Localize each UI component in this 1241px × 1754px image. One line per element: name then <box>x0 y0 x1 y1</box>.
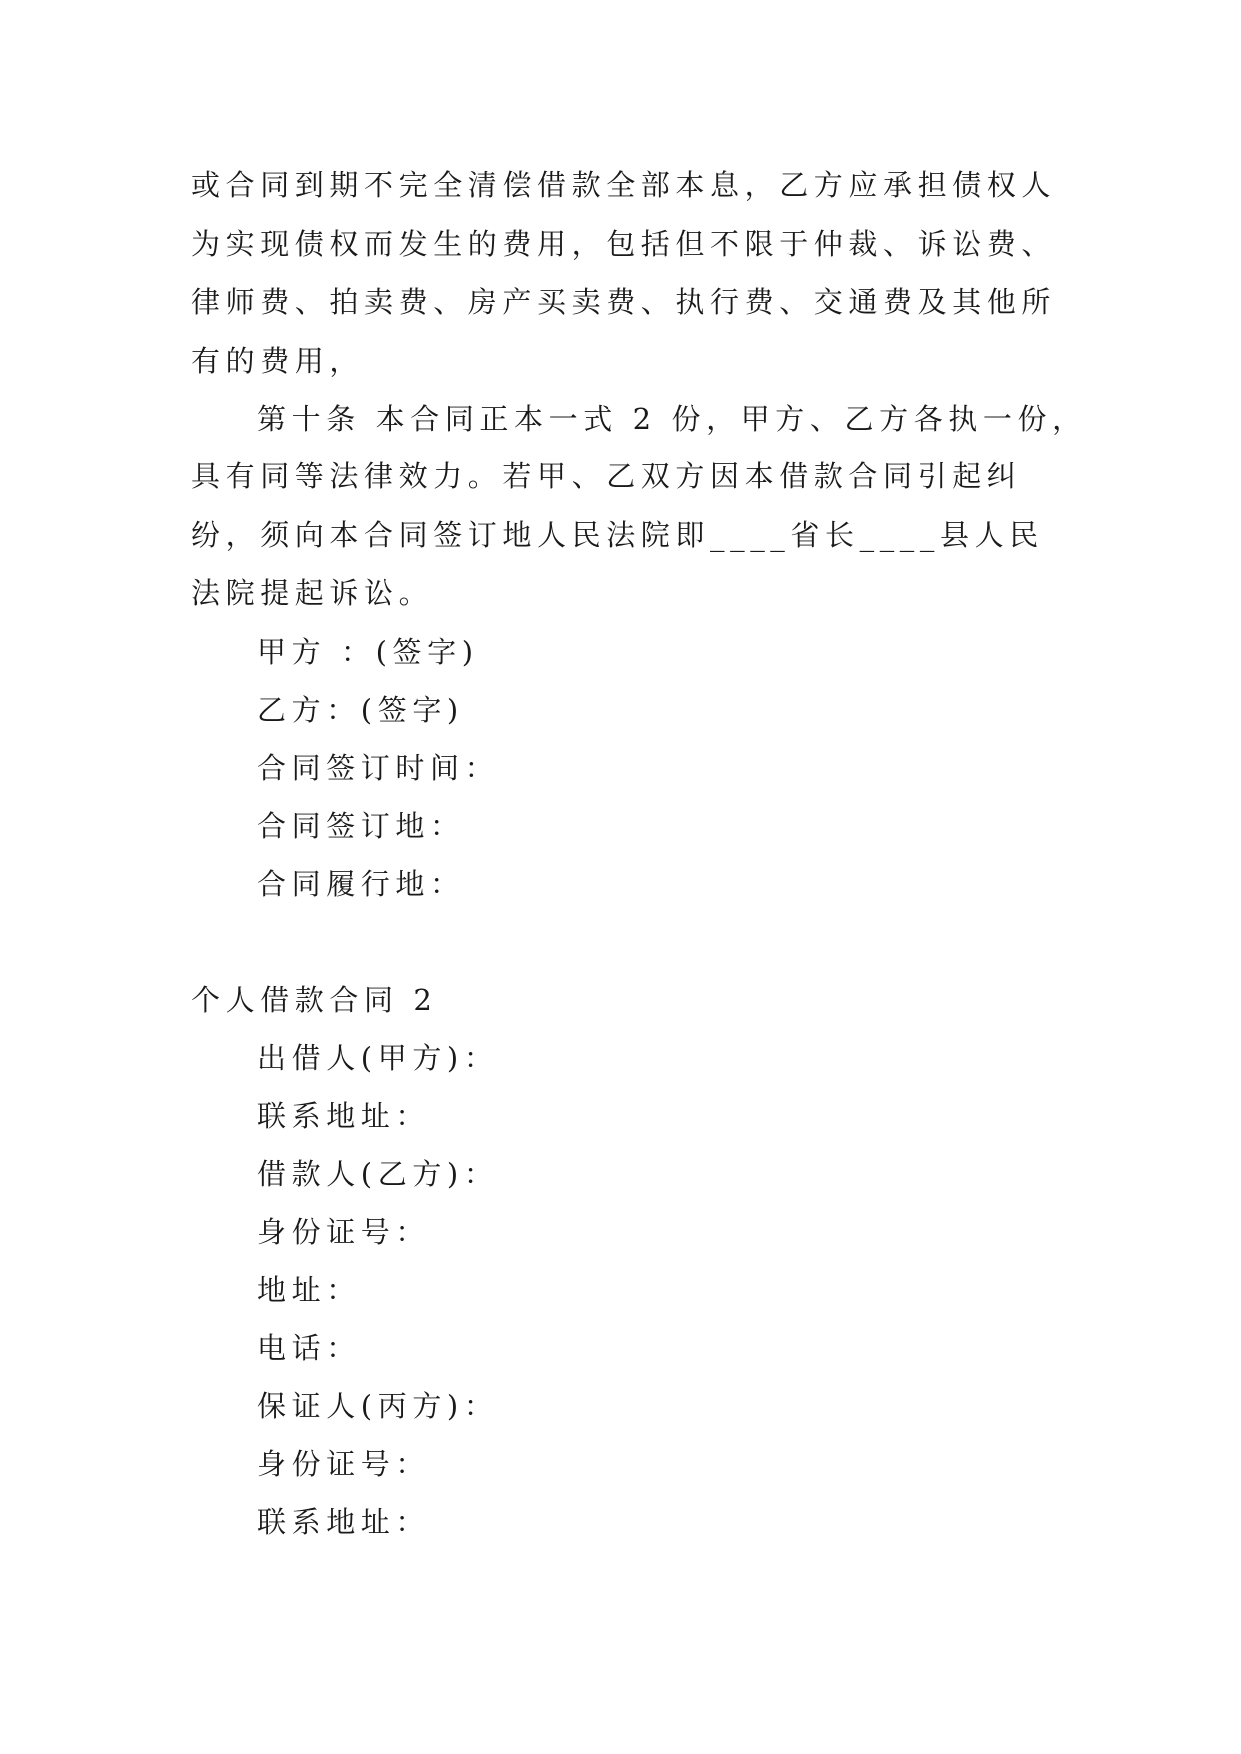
article-ten-first-line: 第十条 本合同正本一式 2 份，甲方、乙方各执一份， <box>257 402 1087 436</box>
party-b-signature: 乙方：(签字) <box>257 693 464 727</box>
paragraph-continuation: 或合同到期不完全清偿借款全部本息，乙方应承担债权人为实现债权而发生的费用，包括但不限于仲裁、诉讼费、律师费、拍卖费、房产买卖费、执行费、交通费及其他所有的费用， <box>191 168 1057 378</box>
article-ten-body: 具有同等法律效力。若甲、乙双方因本借款合同引起纠纷，须向本合同签订地人民法院即____省长____县人民法院提起诉讼。 <box>191 459 1044 610</box>
contract-2-title: 个人借款合同 2 <box>191 983 438 1017</box>
guarantor-address-label: 联系地址： <box>257 1505 431 1539</box>
party-a-signature: 甲方 ：(签字) <box>257 635 479 669</box>
borrower-phone-label: 电话： <box>257 1331 361 1365</box>
sign-place-label: 合同签订地： <box>257 809 465 843</box>
guarantor-label: 保证人(丙方)： <box>257 1389 499 1423</box>
borrower-label: 借款人(乙方)： <box>257 1157 499 1191</box>
guarantor-id-label: 身份证号： <box>257 1447 431 1481</box>
lender-label: 出借人(甲方)： <box>257 1041 499 1075</box>
borrower-id-label: 身份证号： <box>257 1215 431 1249</box>
lender-address-label: 联系地址： <box>257 1099 431 1133</box>
perform-place-label: 合同履行地： <box>257 867 465 901</box>
borrower-address-label: 地址： <box>257 1273 361 1307</box>
sign-time-label: 合同签订时间： <box>257 751 500 785</box>
